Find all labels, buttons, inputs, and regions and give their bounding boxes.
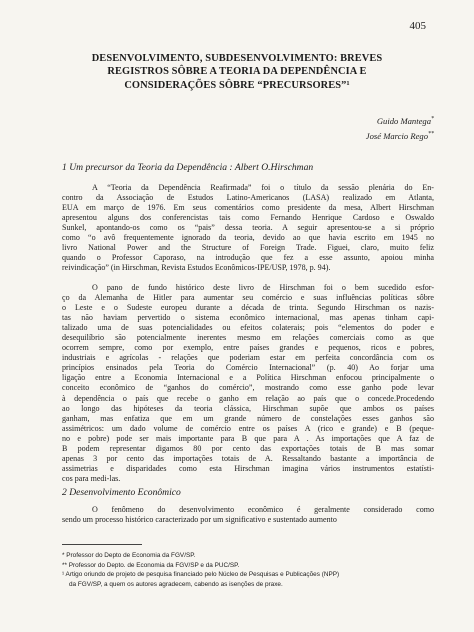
text-line: desequilíbrio são potencialmente inerentes mesmo em relações comerciais como as que [62,333,434,343]
text-line: assimetrias e disparidades como esta Hirschman imagina vários instrumentos estatísti- [62,463,434,473]
text-line: princípios ensinados pela Teoria do Comércio Internacional” (p. 40) Ao forjar uma [62,363,434,373]
text-line: apenas 3 por cento das importações totais de A. Ressaltando bastante a importância de [62,453,434,463]
author [366,128,434,143]
author-name: Guido Mantega [376,115,431,126]
text-line: ocorrem sempre, como por exemplo, entre países grandes e pequenos, ricos e pobres, [62,343,434,353]
footnote: ¹ Artigo oriundo de projeto de pesquisa financiado pelo Núcleo de Pesquisas e Publicações (NPP) [62,571,340,579]
text-line: apresentou alguns dos conferencistas tais como Fernando Henrique Cardoso e Oswaldo [62,213,434,223]
text-line: B podem representar digamos 80 por cento das exportações totais de B mas somar [62,443,434,453]
text-line: à dependência o país que recebe o ganho em relação ao país que o concede.Procedendo [62,393,434,403]
text-line: conceito econômico de “ganhos do comércio”, mostrando como esse ganho pode levar [62,383,434,393]
text-line: tas não haviam pervertido o sistema econômico internacional, mas apenas tinham capi- [62,313,434,323]
paragraph [62,183,434,273]
text-line: quando o Professor Caporaso, na introdução que fez a esse assunto, apoiou minha [62,253,434,263]
footnotes [62,551,434,589]
text-line: reivindicação” (in Hirschman, Revista Estudos Econômicos-IPE/USP, 1978, p. 94). [62,263,331,273]
text-line: assimétricos: um dado volume de comércio entre os países A (rico e grande) e B (peque- [62,423,434,433]
text-line: Sunkel, apontando-os como os “pais” dessa teoria. A seguir apresentou-se a si próprio [62,223,434,233]
text-line: ao longo das hipóteses da teoria clássica, Hirschman supõe que ambos os países [62,403,434,413]
authors [366,113,434,143]
footnote-divider [62,544,142,545]
text-line: ganham, mas enfatiza que em um grande número de constelações esses ganhos são [62,413,434,423]
text-line: talizado uma de suas potencialidades ou efeitos colaterais; pois “elementos do poder e [62,323,434,333]
text-line: O fenômeno do desenvolvimento econômico é geralmente considerado como [92,505,434,514]
text-line: industriais e agrícolas - relações que poderiam estar em perfeita concordância com os [62,353,434,363]
title-line: DESENVOLVIMENTO, SUBDESENVOLVIMENTO: BREVES [91,53,383,64]
text-line: ço da Alemanha de Hitler para aumentar seu comércio e suas influências políticas sôbre [62,293,434,303]
text-line: o Leste e o Sudeste europeu durante a década de trinta. Segundo Hirschman os nazis- [62,303,434,313]
text-line: contro da Associação de Estudos Latino-Americanos (LASA) realizado em Atlanta, [62,193,434,203]
title-line: REGISTROS SÔBRE A TEORIA DA DEPENDÊNCIA E [107,66,367,78]
text-line: sendo um processo histórico caracterizado por um significativo e sustentado aumento [62,515,337,525]
section-heading: 1 Um precursor da Teoria da Dependência : Albert O.Hirschman [62,162,314,173]
page-number: 405 [409,20,426,32]
text-line: cos para medi-las. [62,473,121,483]
paragraph [62,283,434,484]
author [366,113,434,128]
title-line: CONSIDERAÇÕES SÔBRE “PRECURSORES”¹ [124,79,350,91]
text-line: livro National Power and the Structure of Foreign Trade. Figuei, claro, muito feliz [62,243,434,253]
text-line: EUA em março de 1976. Em seus comentários como presidente da mesa, Albert Hirschman [62,203,434,213]
text-line: como “o avô frequentemente ignorado da teoria, devido ao que havia escrito em 1945 no [62,233,434,243]
section-heading: 2 Desenvolvimento Econômico [62,487,181,498]
text-line: A “Teoria da Dependência Reafirmada” foi o título da sessão plenária do En- [92,183,434,192]
author-mark: * [431,116,434,122]
footnote: * Professor do Depto de Economia da FGV/SP. [62,552,196,559]
author-name: José Marcio Rego [365,130,428,141]
article-title [40,52,434,92]
text-line: O pano de fundo histórico deste livro de Hirschman foi o bem sucedido esfor- [92,283,434,292]
paragraph [62,505,434,525]
author-mark: ** [428,130,434,137]
text-line: ligação entre a Economia Internacional e a Política Hirschman enfocou principalmente o [62,373,434,383]
footnote: ** Professor do Depto. de Economia da FGV/SP e da PUC/SP. [62,561,240,569]
footnote: da FGV/SP, a quem os autores agradecem, cabendo as isenções de praxe. [69,580,283,588]
text-line: no e pobre) pode ser mais importante para B que para A . As importações que A faz de [62,433,434,443]
